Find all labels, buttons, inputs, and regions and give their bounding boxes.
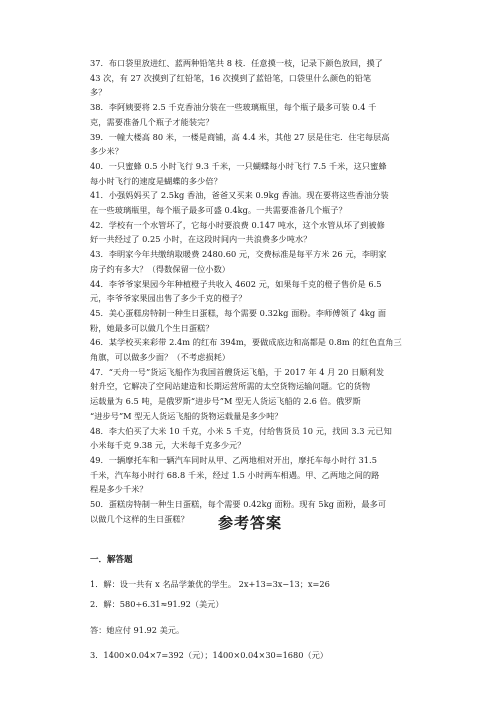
question-48 — [90, 424, 412, 453]
question-40-line-1: 40．一只蜜蜂 0.5 小时飞行 9.3 千米，一只蝴蝶每小时飞行 7.5 千米，这只蜜蜂 — [90, 160, 387, 171]
question-46 — [90, 335, 412, 364]
question-41-line-1: 41．小强妈妈买了 2.5kg 香油，爸爸又买来 0.9kg 香油。现在要将这些香油分装 — [90, 190, 389, 201]
question-48-line-1: 48．李大伯买了大米 10 千克，小米 5 千克，付给售货员 10 元，找回 3.3 元已知 — [90, 425, 392, 436]
answer-2: 2．解：580÷6.31≈91.92（美元） — [90, 599, 224, 609]
question-41 — [90, 188, 412, 217]
question-50-line-1: 50．蛋糕房特制一种生日蛋糕，每个需要 0.42kg 面粉。现有 5kg 面粉，最多可 — [90, 499, 387, 510]
answer-3: 3．1400×0.04×7=392（元）；1400×0.04×30=1680（元） — [90, 650, 328, 660]
question-49-line-3: 程是多少千米？ — [90, 484, 148, 495]
question-47-line-1: 47．“天舟一号”货运飞船作为我国首艘货运飞船，于 2017 年 4 月 20 日顺利发 — [90, 366, 385, 377]
question-38-line-2: 克，需要准备几个瓶子才能装完？ — [90, 116, 214, 127]
question-41-line-2: 在一些玻璃瓶里，每个瓶子最多可盛 0.4kg。一共需要准备几个瓶子？ — [90, 205, 347, 216]
question-46-line-1: 46．某学校买来彩带 2.4m 的红布 394m，要做成底边和高都是 0.8m 的红色直角三 — [90, 337, 402, 348]
question-43 — [90, 247, 412, 276]
answer-1: 1．解：设一共有 x 名品学兼优的学生。 2x+13=3x−13；x=26 — [90, 579, 330, 589]
question-47-line-3: 运载量为 6.5 吨，是俄罗斯“进步号”M 型无人货运飞船的 2.6 倍。俄罗斯 — [90, 396, 361, 407]
question-list — [90, 56, 412, 527]
answer-2-conclusion: 答：她应付 91.92 美元。 — [90, 625, 185, 635]
question-44-line-2: 元，李爷爷家果园出售了多少千克的橙子？ — [90, 293, 247, 304]
answer-key-heading: 参考答案 — [217, 514, 282, 532]
question-39 — [90, 130, 412, 159]
question-37 — [90, 56, 412, 100]
question-44 — [90, 277, 412, 306]
question-43-line-2: 房子约有多大？（得数保留一位小数） — [90, 263, 231, 274]
question-37-line-2: 43 次，有 27 次摸到了红铅笔，16 次摸到了蓝铅笔，口袋里什么颜色的铅笔 — [90, 72, 372, 83]
question-48-line-2: 小米每千克 9.38 元，大米每千克多少元？ — [90, 440, 246, 451]
question-47-line-2: 射升空，它解决了空间站建造和长期运营所需的太空货物运输问题。它的货物 — [90, 381, 371, 392]
question-47-line-4: “进步号”M 型无人货运飞船的货物运载量是多少吨？ — [90, 410, 283, 421]
question-38 — [90, 100, 412, 129]
question-45-line-2: 粉，她最多可以做几个生日蛋糕？ — [90, 322, 214, 333]
question-47 — [90, 365, 412, 424]
question-49-line-1: 49．一辆摩托车和一辆汽车同时从甲、乙两地相对开出，摩托车每小时行 31.5 — [90, 454, 377, 465]
question-39-line-1: 39．一幢大楼高 80 米，一楼是商铺，高 4.4 米，其他 27 层是住宅．住宅每层高 — [90, 131, 390, 142]
question-49-line-2: 千米，汽车每小时行 68.8 千米，经过 1.5 小时两车相遇。甲、乙两地之间的路 — [90, 469, 380, 480]
question-40 — [90, 159, 412, 188]
question-49 — [90, 453, 412, 497]
question-42-line-1: 42．学校有一个水管坏了，它每小时要浪费 0.147 吨水，这个水管从坏了到被修 — [90, 219, 385, 230]
question-46-line-2: 角旗，可以做多少面？（不考虑损耗） — [90, 352, 231, 363]
section-heading: 一．解答题 — [90, 555, 133, 565]
question-44-line-1: 44．李爷爷家果园今年种植橙子共收入 4602 元，如果每千克的橙子售价是 6.5 — [90, 278, 382, 289]
question-42-line-2: 好一共经过了 0.25 小时，在这段时间内一共浪费多少吨水？ — [90, 234, 312, 245]
question-38-line-1: 38．李阿姨要将 2.5 千克香油分装在一些玻璃瓶里，每个瓶子最多可装 0.4 千 — [90, 102, 377, 113]
question-42 — [90, 218, 412, 247]
question-45-line-1: 45．美心蛋糕房特制一种生日蛋糕，每个需要 0.32kg 面粉。李师傅领了 4kg 面 — [90, 307, 387, 318]
question-37-line-3: 多？ — [90, 87, 107, 98]
question-40-line-2: 每小时飞行的速度是蝴蝶的多少倍？ — [90, 175, 222, 186]
question-43-line-1: 43．李明家今年共缴纳取暖费 2480.60 元，交费标准是每平方米 26 元，李明家 — [90, 249, 387, 260]
question-39-line-2: 多少米？ — [90, 146, 123, 157]
question-45 — [90, 306, 412, 335]
question-50-line-2: 以做几个这样的生日蛋糕？ — [90, 513, 189, 524]
question-37-line-1: 37．布口袋里放进红、蓝两种铅笔共 8 枝．任意摸一枝，记录下颜色放回，摸了 — [90, 58, 383, 68]
